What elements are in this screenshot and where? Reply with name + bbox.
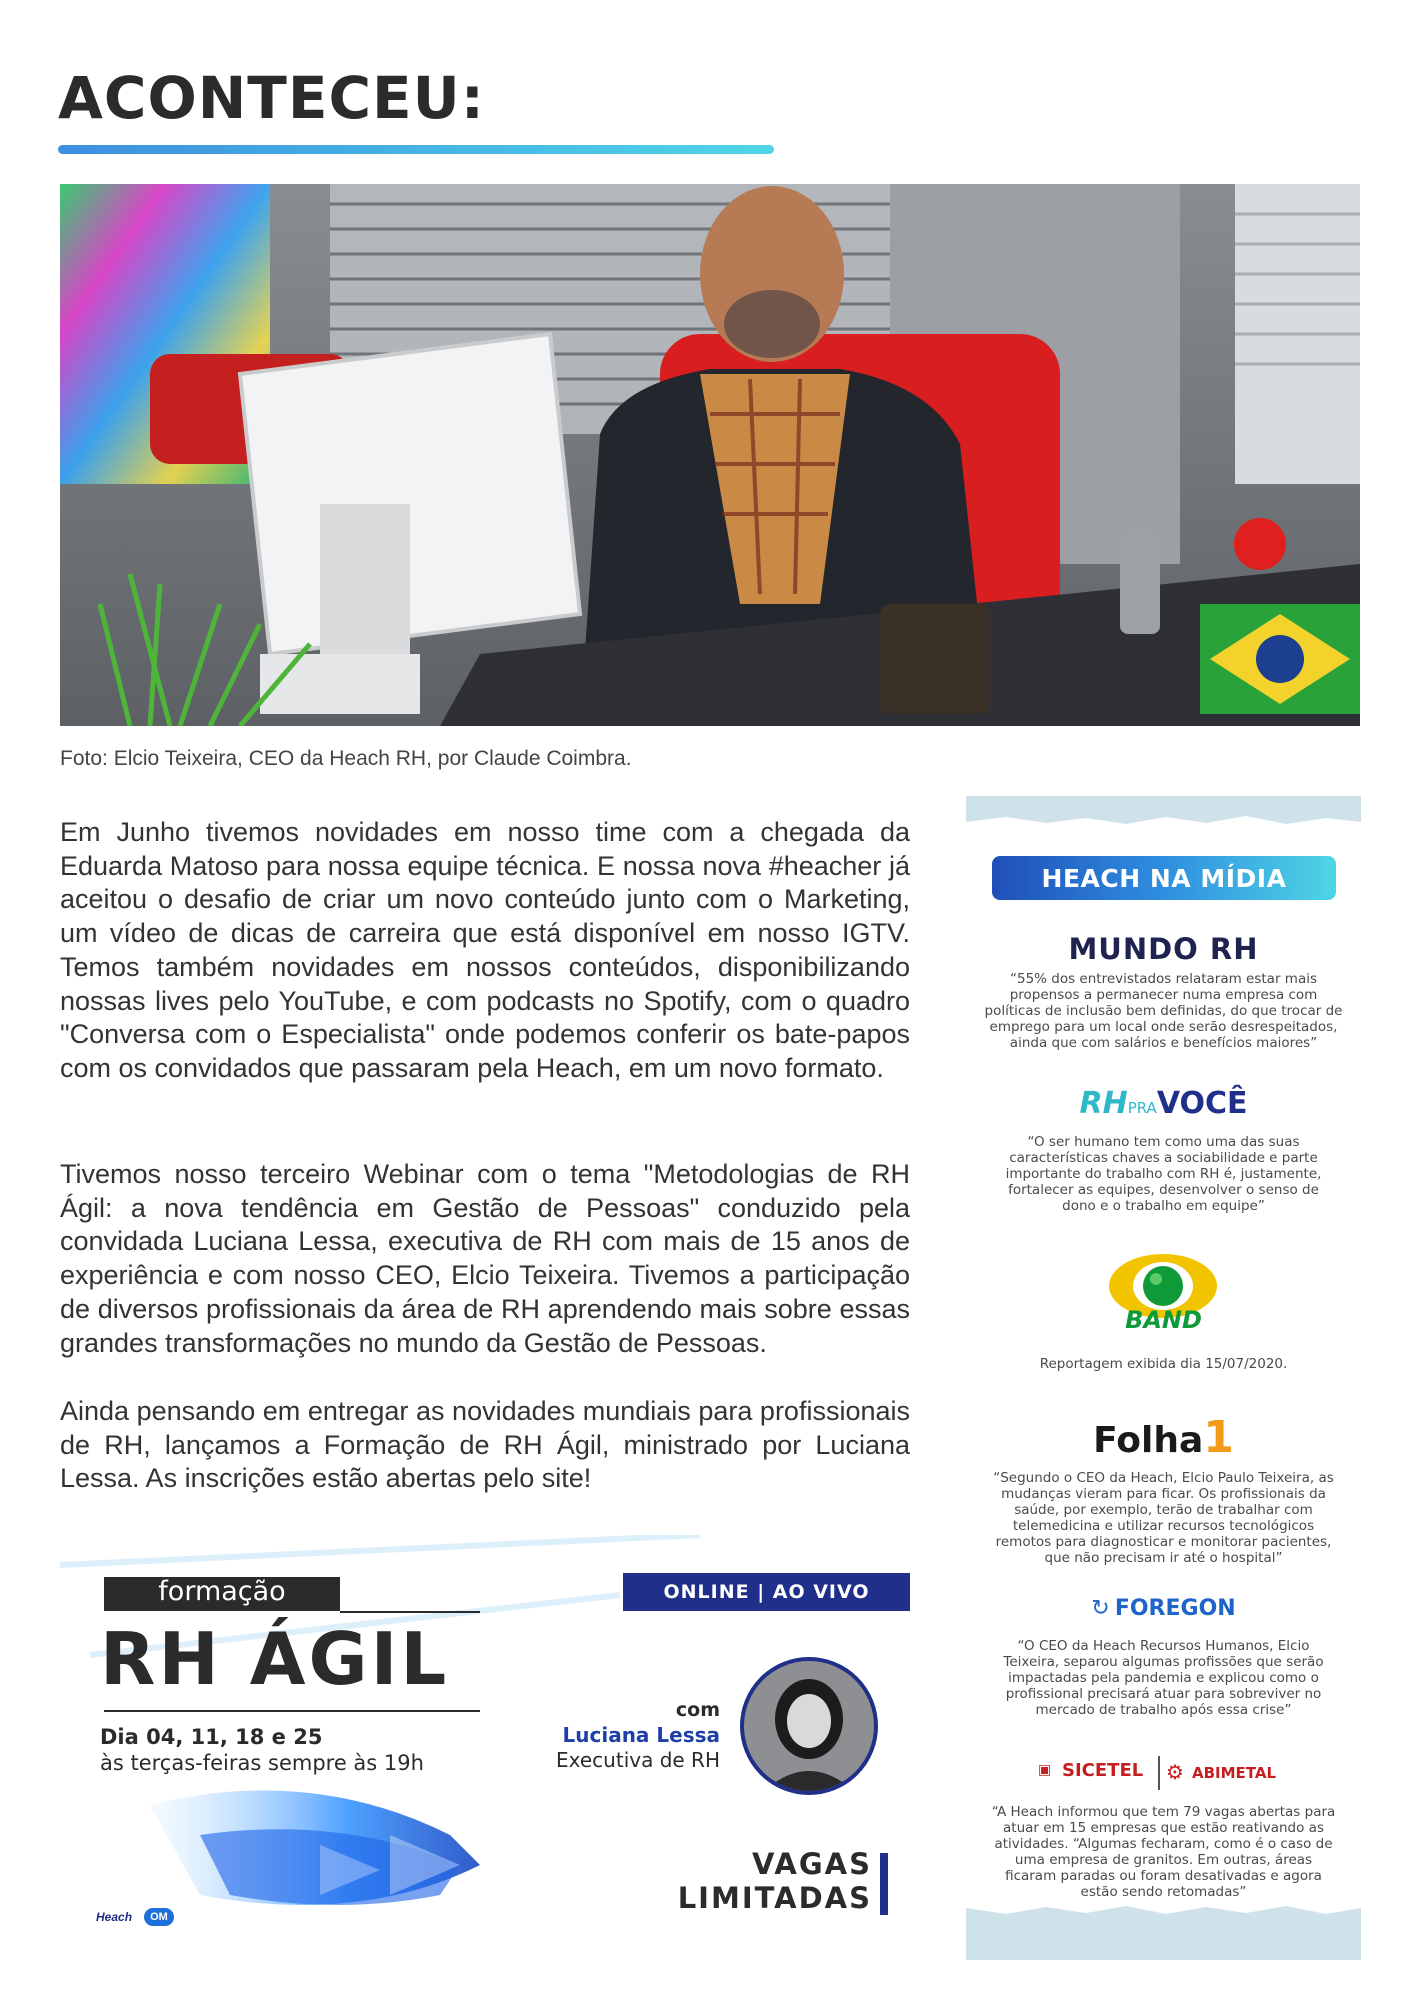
formacao-tag-label: formação bbox=[158, 1576, 286, 1607]
media-sidebar bbox=[966, 796, 1361, 1960]
mundo-rh-logo: MUNDO RH bbox=[1068, 932, 1259, 966]
sicetel-icon: ▣ bbox=[1038, 1762, 1052, 1778]
ceo-photo bbox=[60, 184, 1360, 726]
abimetal-logo-text: ABIMETAL bbox=[1192, 1764, 1277, 1782]
speaker-avatar bbox=[740, 1657, 878, 1795]
promo-dates: Dia 04, 11, 18 e 25 bbox=[100, 1725, 323, 1749]
band-caption: Reportagem exibida dia 15/07/2020. bbox=[1039, 1356, 1288, 1372]
band-logo-text: BAND bbox=[1125, 1306, 1202, 1334]
article-paragraph-1: Em Junho tivemos novidades em nosso time com a chegada da Eduarda Matoso para nossa equipe técnica. E nossa nova #heacher já aceitou o desafio de criar um novo conteúdo junto com o Marketing, um vídeo de dicas de carreira que está disponível em nosso IGTV. Temos também novidades em nossos conteúdos, disponibilizando nossas lives pelo YouTube, e com podcasts no Spotify, com o quadro "Conversa com o Especialista" onde podemos conferir os bate-papos com os convidados que passaram pela Heach, em um novo formato. bbox=[60, 817, 910, 1083]
media-title: HEACH NA MÍDIA bbox=[1041, 864, 1287, 893]
folha-logo-number: 1 bbox=[1203, 1412, 1234, 1463]
rh-agil-promo-banner bbox=[60, 1535, 930, 1945]
speaker-with: com bbox=[675, 1699, 720, 1721]
foregon-quote: “O CEO da Heach Recursos Humanos, Elcio Teixeira, separou algumas profissões que serão impactadas pela pandemia e explicou como o profissional precisará atuar para sobreviver no mercado de trabalho após essa crise” bbox=[1003, 1638, 1324, 1718]
promo-title: RH ÁGIL bbox=[100, 1617, 450, 1701]
mundo-rh-quote: “55% dos entrevistados relataram estar mais propensos a permanecer numa empresa com políticas de inclusão bem definidas, do que trocar de emprego para um local onde serão desrespeitados, ainda que com salários e benefícios maiores” bbox=[984, 971, 1343, 1051]
tag-rule bbox=[340, 1611, 480, 1613]
logo-part-pra: PRA bbox=[1127, 1099, 1157, 1117]
online-badge-label: ONLINE | AO VIVO bbox=[663, 1581, 870, 1603]
speaker-name: Luciana Lessa bbox=[562, 1723, 720, 1747]
folha1-quote: “Segundo o CEO da Heach, Elcio Paulo Teixeira, as mudanças vieram para ficar. Os profissionais da saúde, por exemplo, terão de trabalhar com telemedicina e utilizar recursos tecnológicos remotos para diagnosticar e monitorar pacientes, que não precisam ir até o hospital” bbox=[993, 1470, 1334, 1566]
article-paragraph-3: Ainda pensando em entregar as novidades mundiais para profissionais de RH, lançamos a Formação de RH Ágil, ministrado por Luciana Lessa. As inscrições estão abertas pelo site! bbox=[60, 1396, 910, 1494]
folha-logo-word: Folha bbox=[1093, 1420, 1204, 1461]
foregon-icon: ↻ bbox=[1091, 1596, 1110, 1621]
rh-pra-voce-quote: “O ser humano tem como uma das suas características chaves a sociabilidade e parte importante do trabalho com RH é, justamente, fortalecer as equipes, desenvolver o senso de dono e o trabalho em equipe” bbox=[1005, 1134, 1322, 1214]
rh-pra-voce-logo bbox=[966, 1086, 1361, 1121]
partner-logo: OM bbox=[144, 1908, 174, 1926]
office-illustration bbox=[60, 184, 1360, 726]
logo-divider bbox=[1158, 1756, 1160, 1790]
title-underline bbox=[58, 145, 774, 154]
foregon-logo bbox=[966, 1596, 1361, 1621]
speaker-role: Executiva de RH bbox=[556, 1748, 720, 1772]
photo-caption: Foto: Elcio Teixeira, CEO da Heach RH, por Claude Coimbra. bbox=[60, 747, 632, 770]
folha1-logo bbox=[966, 1412, 1361, 1463]
cta-line-1: VAGAS bbox=[751, 1847, 872, 1881]
vagas-limitadas-cta bbox=[560, 1847, 872, 1915]
page-title: ACONTECEU: bbox=[58, 64, 485, 132]
cta-line-2: LIMITADAS bbox=[677, 1881, 872, 1915]
foregon-logo-text: FOREGON bbox=[1114, 1596, 1236, 1621]
article-paragraph-2: Tivemos nosso terceiro Webinar com o tema "Metodologias de RH Ágil: a nova tendência em Gestão de Pessoas" conduzido pela convidada Luciana Lessa, executiva de RH com mais de 15 anos de experiência e com nosso CEO, Elcio Teixeira. Tivemos a participação de diversos profissionais da área de RH aprendendo mais sobre essas grandes transformações no mundo da Gestão de Pessoas. bbox=[60, 1159, 910, 1358]
speaker-portrait bbox=[744, 1661, 874, 1791]
abimetal-icon: ⚙ bbox=[1166, 1760, 1184, 1784]
logo-part-voce: VOCÊ bbox=[1156, 1086, 1248, 1121]
cta-accent-bar bbox=[880, 1853, 888, 1915]
sicetel-abimetal-logo bbox=[1038, 1756, 1288, 1794]
heach-logo: Heach bbox=[96, 1910, 133, 1924]
sicetel-logo-text: SICETEL bbox=[1062, 1760, 1144, 1781]
promo-schedule: às terças-feiras sempre às 19h bbox=[100, 1751, 424, 1775]
logo-part-rh: RH bbox=[1079, 1086, 1128, 1121]
sicetel-quote: “A Heach informou que tem 79 vagas abertas para atuar em 15 empresas que estão reativando as atividades. “Algumas fecharam, como é o caso de uma empresa de granitos. Em outras, áreas ficaram paradas ou foram desativadas e agora estão sendo retomadas” bbox=[991, 1804, 1336, 1900]
